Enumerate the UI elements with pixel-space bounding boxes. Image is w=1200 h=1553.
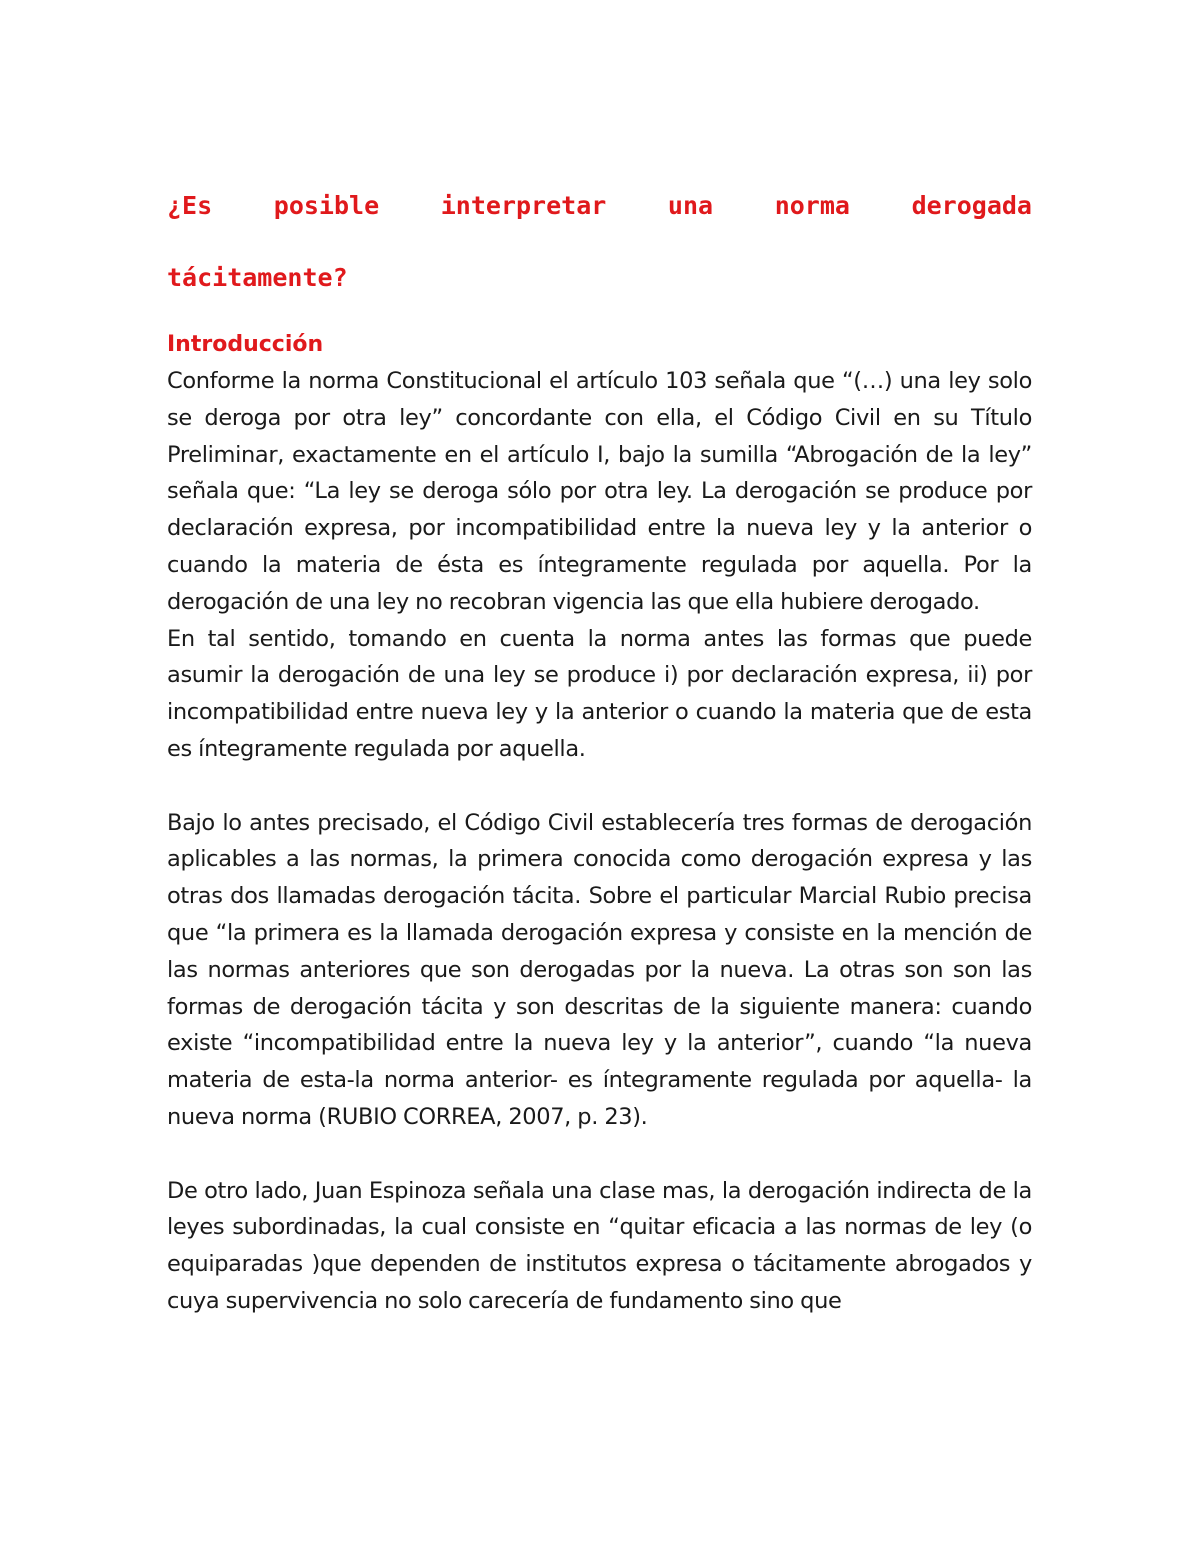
paragraph-spacer [167, 768, 1032, 805]
title-word: derogada [911, 191, 1032, 220]
title-line-1 [167, 170, 1032, 242]
paragraph-3: Bajo lo antes precisado, el Código Civil establecería tres formas de derogación aplicables a las normas, la primera conocida como derogación expresa y las otras dos llamadas derogación tácita. Sobre el particular Marcial Rubio precisa que “la primera es la llamada derogación expresa y consiste en la mención de las normas anteriores que son derogadas por la nueva. La otras son son las formas de derogación tácita y son descritas de la siguiente manera: cuando existe “incompatibilidad entre la nueva ley y la anterior”, cuando “la nueva materia de esta-la norma anterior- es íntegramente regulada por aquella- la nueva norma (RUBIO CORREA, 2007, p. 23). [167, 809, 1032, 1130]
title-word: norma [774, 191, 850, 220]
title-line-2: tácitamente? [167, 263, 348, 292]
paragraph-2: En tal sentido, tomando en cuenta la norma antes las formas que puede asumir la derogación de una ley se produce i) por declaración expresa, ii) por incompatibilidad entre nueva ley y la anterior o cuando la materia que de esta es íntegramente regulada por aquella. [167, 625, 1032, 762]
paragraph-1: Conforme la norma Constitucional el artículo 103 señala que “(…) una ley solo se deroga por otra ley” concordante con ella, el Código Civil en su Título Preliminar, exactamente en el artículo I, bajo la sumilla “Abrogación de la ley” señala que: “La ley se deroga sólo por otra ley. La derogación se produce por declaración expresa, por incompatibilidad entre la nueva ley y la anterior o cuando la materia de ésta es íntegramente regulada por aquella. Por la derogación de una ley no recobran vigencia las que ella hubiere derogado. [167, 368, 1032, 615]
title-word: posible [273, 191, 380, 220]
document-title [167, 170, 1032, 314]
title-word: una [667, 191, 714, 220]
section-heading: Introducción [167, 332, 324, 357]
title-word: interpretar [440, 191, 607, 220]
title-word: ¿Es [167, 191, 213, 220]
paragraph-spacer [167, 1136, 1032, 1173]
document-page [167, 170, 1032, 1320]
paragraph-4: De otro lado, Juan Espinoza señala una clase mas, la derogación indirecta de la leyes subordinadas, la cual consiste en “quitar eficacia a las normas de ley (o equiparadas )que dependen de institutos expresa o tácitamente abrogados y cuya supervivencia no solo carecería de fundamento sino que [167, 1177, 1032, 1314]
